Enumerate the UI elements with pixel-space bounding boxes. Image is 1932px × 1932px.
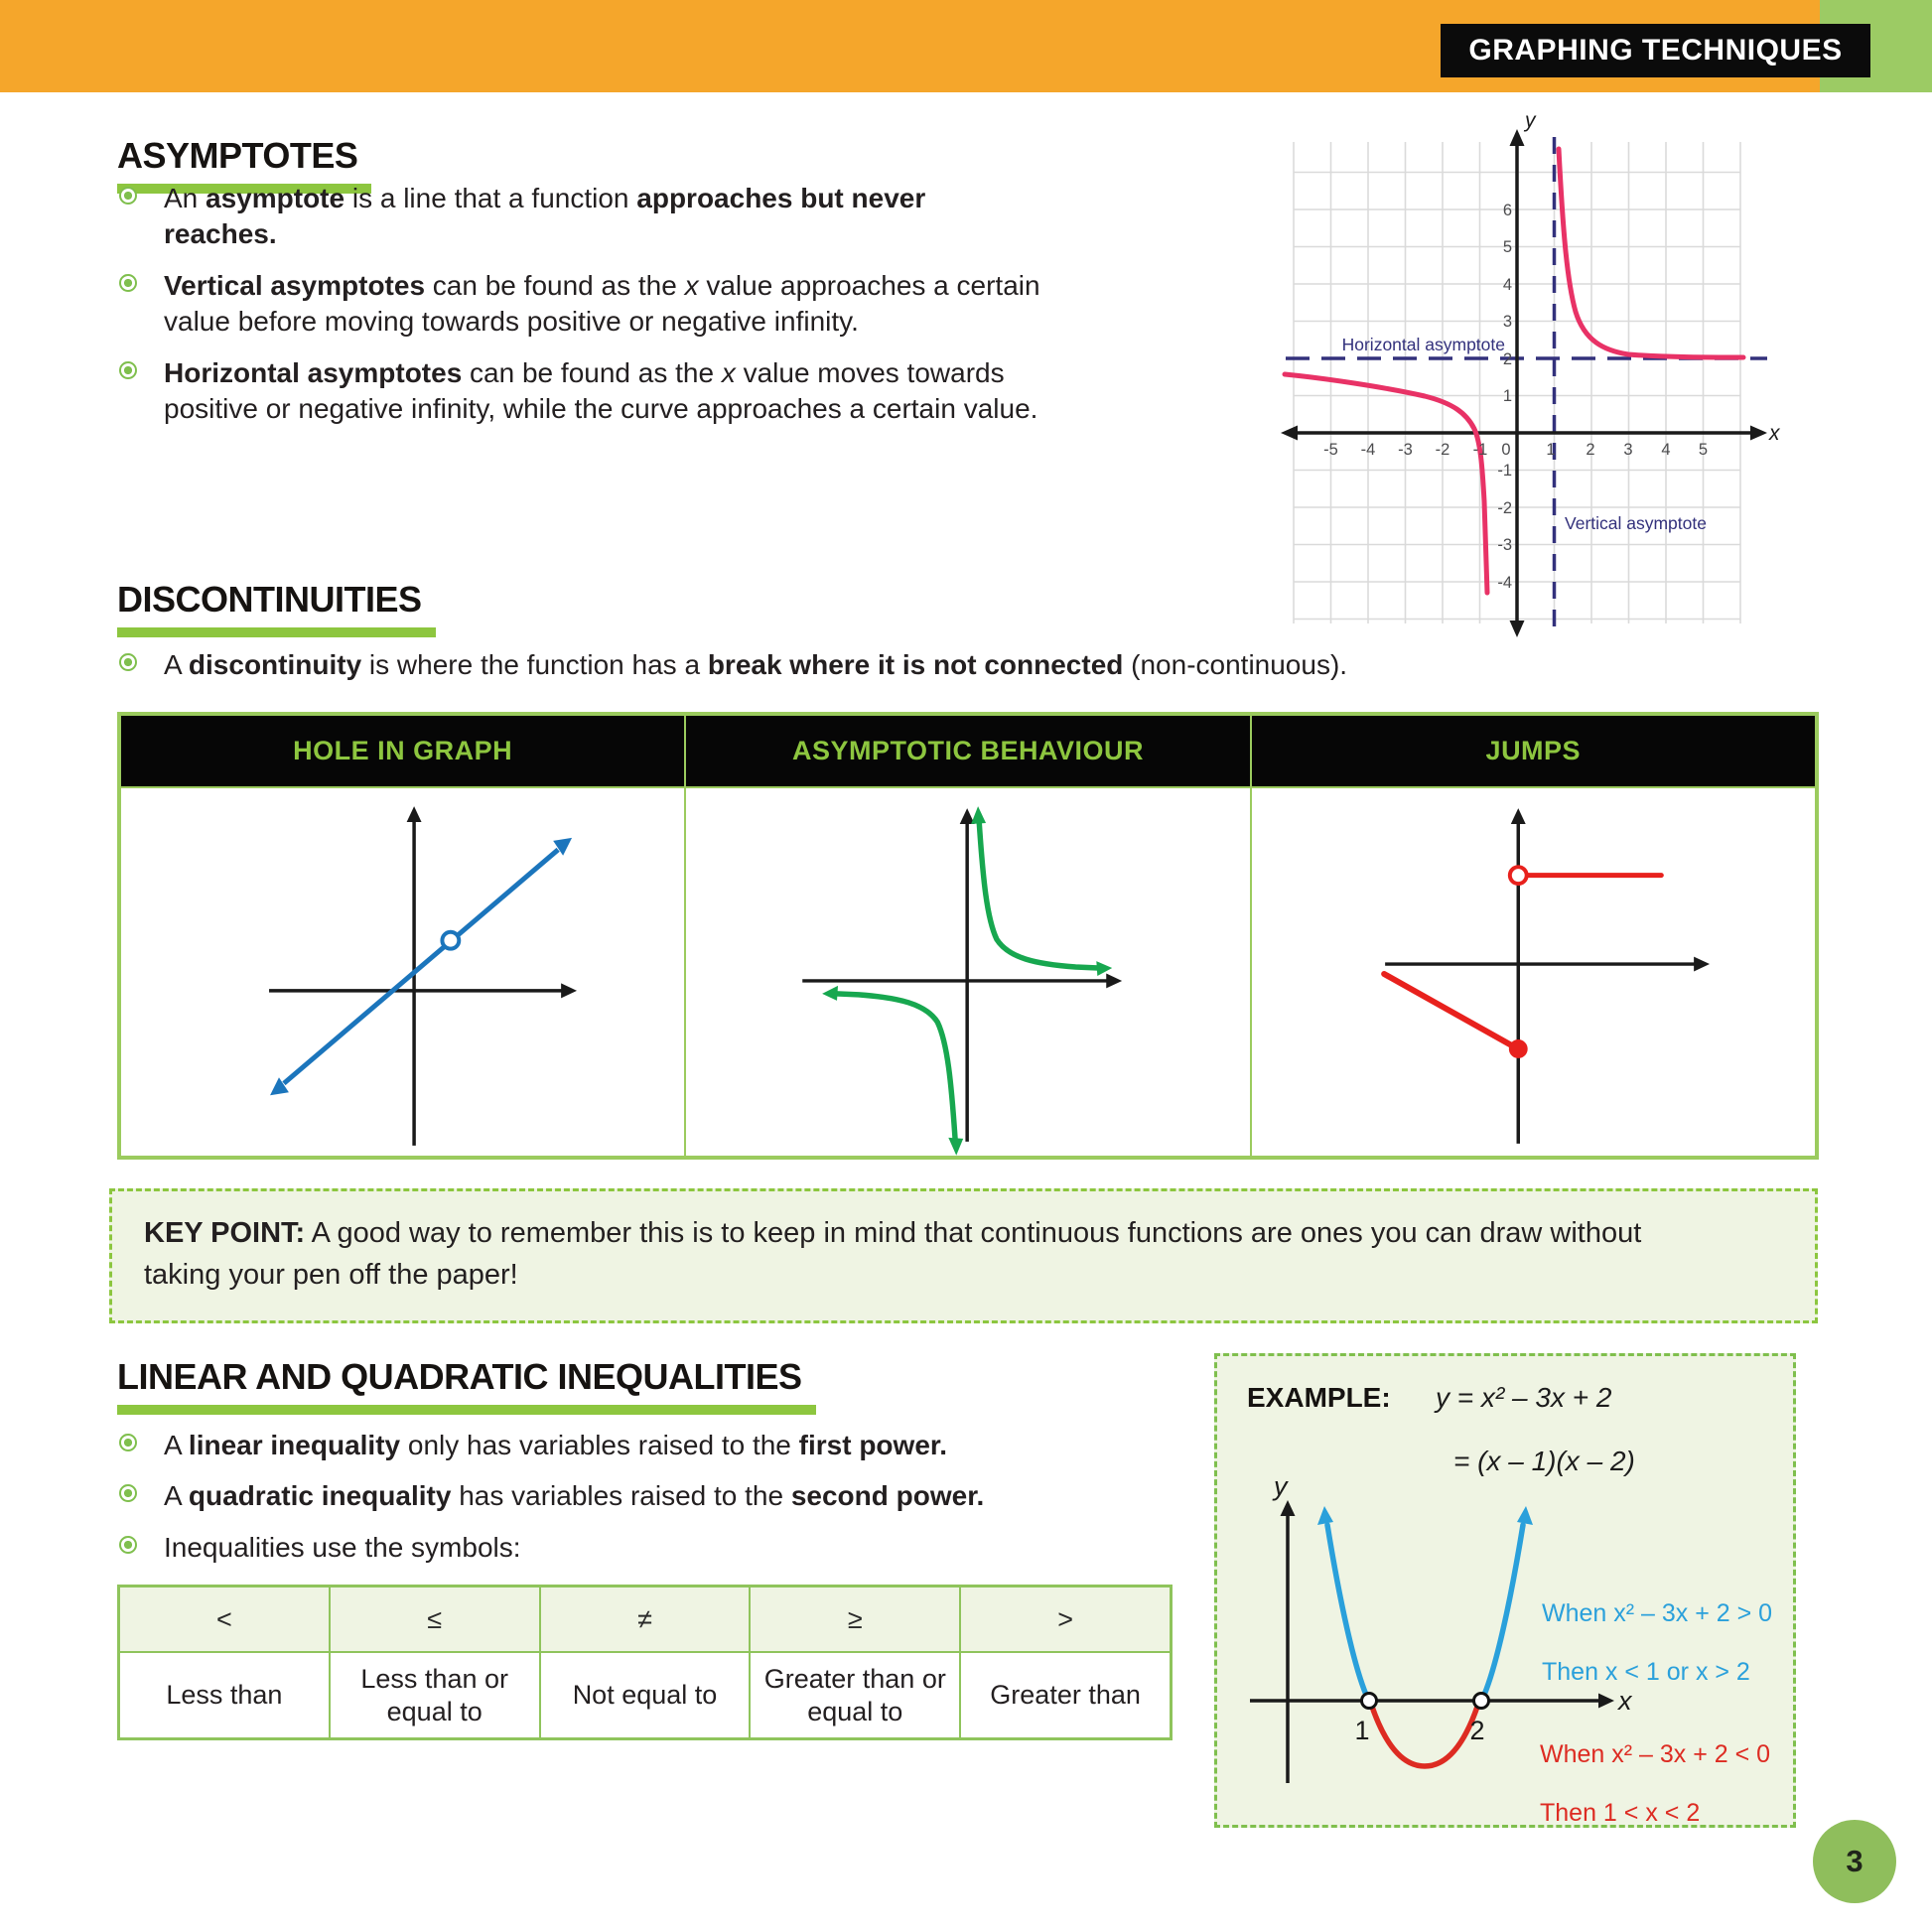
lower-segment: [1384, 974, 1514, 1047]
positive-case-caption: When x² – 3x + 2 > 0 Then x < 1 or x > 2: [1542, 1599, 1773, 1686]
inequality-symbols-table: [117, 1585, 1173, 1740]
example-label: EXAMPLE:: [1247, 1382, 1391, 1413]
svg-text:-3: -3: [1497, 536, 1512, 554]
root-label-2: 2: [1469, 1716, 1485, 1745]
key-point-box: [109, 1188, 1818, 1323]
svg-text:5: 5: [1698, 441, 1709, 459]
table-header-asymptotic-behaviour: ASYMPTOTIC BEHAVIOUR: [685, 715, 1250, 787]
svg-text:-1: -1: [1472, 441, 1488, 459]
axis-arrows: [407, 806, 577, 998]
key-point-label: KEY POINT:: [144, 1217, 306, 1249]
linear-function-line: [284, 850, 558, 1083]
page-title-badge: GRAPHING TECHNIQUES: [1441, 24, 1870, 77]
asymptotic-behaviour-figure: [686, 788, 1249, 1156]
heading-asymptotes: ASYMPTOTES: [117, 135, 371, 194]
page-number-badge: 3: [1813, 1820, 1896, 1903]
bullet-asymptote-definition: An asymptote is a line that a function approaches but never reaches.: [117, 181, 1042, 253]
meaning-less-equal: Less than or equal to: [330, 1652, 540, 1738]
svg-text:-4: -4: [1497, 574, 1512, 592]
symbol-less-equal: ≤: [330, 1587, 540, 1652]
axes: [803, 822, 1109, 1142]
axes: [1385, 822, 1696, 1144]
svg-text:-4: -4: [1360, 441, 1376, 459]
root-open-circle-1: [1362, 1694, 1377, 1709]
horizontal-asymptote-label: Horizontal asymptote: [1341, 335, 1505, 354]
hyperbola-graph: [1271, 109, 1787, 645]
svg-text:-2: -2: [1497, 499, 1512, 517]
jumps-figure: [1252, 788, 1815, 1156]
meaning-not-equal: Not equal to: [540, 1652, 751, 1738]
axis-arrows: [1510, 808, 1709, 971]
bullet-icon: [119, 1434, 137, 1451]
bullet-icon: [119, 1484, 137, 1502]
vertical-asymptote-label: Vertical asymptote: [1565, 513, 1707, 533]
example-formula-line1: y = x² – 3x + 2: [1436, 1382, 1612, 1413]
negative-case-caption: When x² – 3x + 2 < 0 Then 1 < x < 2: [1540, 1740, 1771, 1827]
open-endpoint-circle: [1509, 867, 1526, 884]
svg-text:4: 4: [1661, 441, 1671, 459]
bullet-linear-inequality: A linear inequality only has variables raised to the first power.: [117, 1428, 1189, 1463]
table-header-jumps: JUMPS: [1251, 715, 1816, 787]
discontinuities-bullet-list: [117, 647, 1785, 698]
meaning-less-than: Less than: [119, 1652, 330, 1738]
key-point-text: A good way to remember this is to keep in mind that continuous functions are ones you can draw without taking your pen off the paper!: [144, 1217, 1642, 1292]
table-header-hole-in-graph: HOLE IN GRAPH: [120, 715, 685, 787]
svg-text:2: 2: [1502, 350, 1512, 368]
cell-jumps: [1251, 787, 1816, 1157]
svg-text:6: 6: [1502, 202, 1512, 219]
discontinuities-table: [117, 712, 1819, 1160]
root-open-circle-2: [1474, 1694, 1489, 1709]
example-box: [1214, 1353, 1796, 1828]
meaning-greater-than: Greater than: [960, 1652, 1171, 1738]
hole-open-circle: [442, 932, 459, 949]
svg-text:4: 4: [1502, 276, 1512, 294]
example-y-label: y: [1274, 1471, 1288, 1501]
inequalities-bullet-list: [117, 1428, 1189, 1581]
closed-endpoint-dot: [1508, 1039, 1527, 1058]
cell-asymptotic-behaviour: [685, 787, 1250, 1157]
hyperbola-asymptote-figure: [1271, 109, 1787, 645]
hole-in-graph-figure: [121, 788, 684, 1156]
svg-text:3: 3: [1623, 441, 1633, 459]
symbol-not-equal: ≠: [540, 1587, 751, 1652]
parabola-arrows: [1317, 1506, 1533, 1525]
bullet-icon: [119, 361, 137, 379]
meaning-greater-equal: Greater than or equal to: [750, 1652, 960, 1738]
heading-discontinuities: DISCONTINUITIES: [117, 579, 436, 637]
bullet-icon: [119, 1536, 137, 1554]
svg-text:5: 5: [1502, 238, 1512, 256]
bullet-icon: [119, 274, 137, 292]
bullet-quadratic-inequality: A quadratic inequality has variables raised to the second power.: [117, 1478, 1189, 1514]
heading-inequalities: LINEAR AND QUADRATIC INEQUALITIES: [117, 1356, 816, 1415]
svg-text:2: 2: [1586, 441, 1595, 459]
bullet-icon: [119, 187, 137, 205]
y-tick-labels: [1497, 202, 1512, 592]
bullet-vertical-asymptotes: Vertical asymptotes can be found as the x value approaches a certain value before moving towards positive or negative infinity.: [117, 268, 1042, 341]
y-axis-label: y: [1525, 109, 1536, 132]
svg-text:-1: -1: [1497, 462, 1512, 480]
svg-text:1: 1: [1502, 387, 1512, 405]
svg-text:3: 3: [1502, 313, 1512, 331]
symbol-greater-than: >: [960, 1587, 1171, 1652]
bullet-inequality-symbols: Inequalities use the symbols:: [117, 1530, 1189, 1566]
svg-text:-3: -3: [1398, 441, 1413, 459]
svg-text:0: 0: [1501, 441, 1511, 459]
example-formula-line2: = (x – 1)(x – 2): [1453, 1446, 1635, 1476]
symbol-less-than: <: [119, 1587, 330, 1652]
asymptotes-bullet-list: [117, 181, 1042, 442]
example-x-label: x: [1618, 1686, 1632, 1716]
symbol-greater-equal: ≥: [750, 1587, 960, 1652]
svg-text:1: 1: [1546, 441, 1556, 459]
svg-text:-5: -5: [1323, 441, 1338, 459]
cell-hole-in-graph: [120, 787, 685, 1157]
axes: [269, 820, 563, 1146]
bullet-icon: [119, 653, 137, 671]
bullet-horizontal-asymptotes: Horizontal asymptotes can be found as the x value moves towards positive or negative infinity, while the curve approaches a certain value.: [117, 355, 1042, 428]
bullet-discontinuity-definition: A discontinuity is where the function has a break where it is not connected (non-continuous).: [117, 647, 1785, 683]
root-label-1: 1: [1354, 1716, 1370, 1745]
x-axis-label: x: [1769, 422, 1780, 445]
svg-text:-2: -2: [1435, 441, 1450, 459]
